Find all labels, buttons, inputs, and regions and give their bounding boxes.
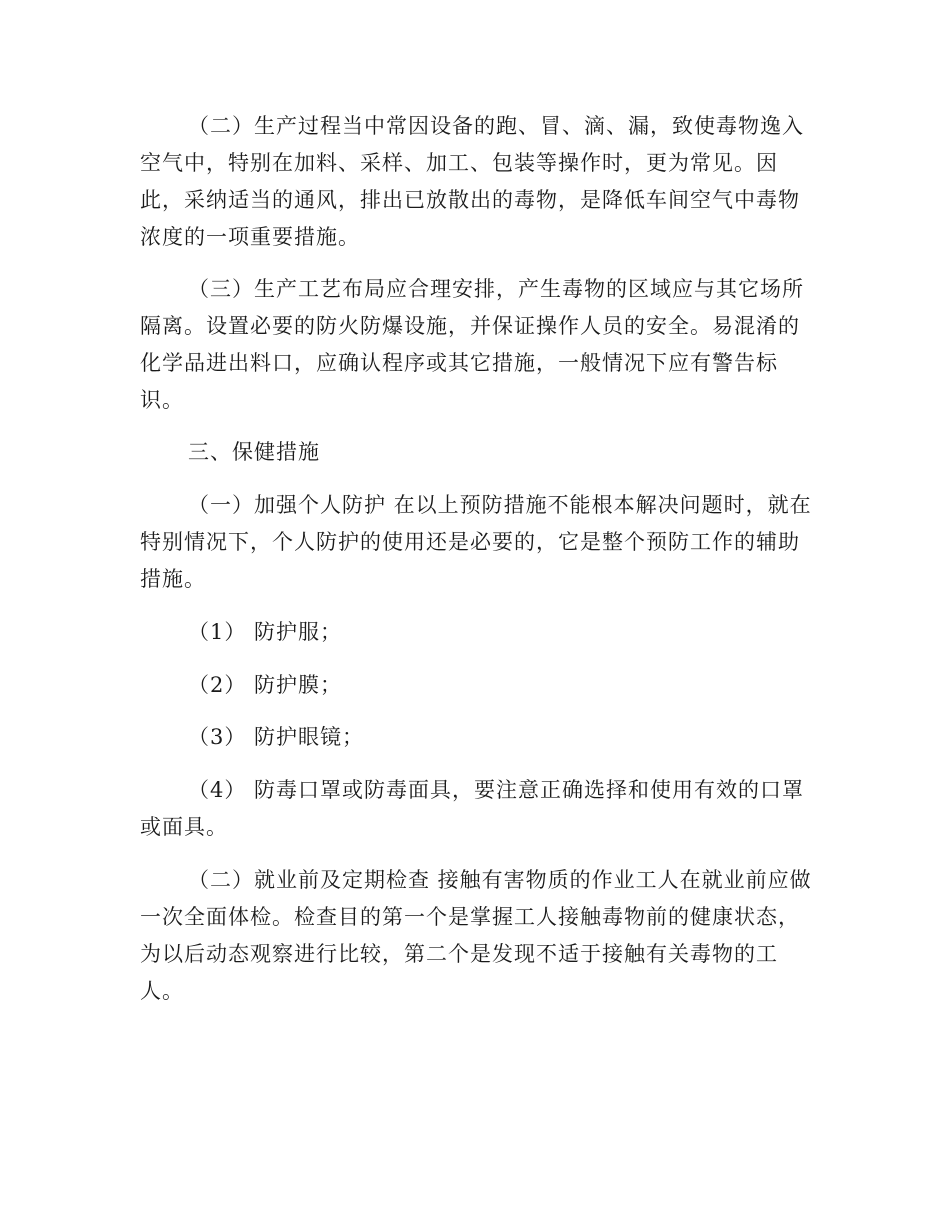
text-line: 措施。: [140, 567, 206, 591]
section-heading: [140, 434, 820, 471]
text-line: 识。: [140, 388, 184, 412]
text-line: 空气中，特别在加料、采样、加工、包装等操作时，更为常见。因: [140, 151, 778, 175]
text-line: 化学品进出料口，应确认程序或其它措施，一般情况下应有警告标: [140, 351, 778, 375]
text-line: 隔离。设置必要的防火防爆设施，并保证操作人员的安全。易混淆的: [140, 314, 800, 338]
text-line: （三）生产工艺布局应合理安排，产生毒物的区域应与其它场所: [188, 277, 804, 301]
text-line: 此，采纳适当的通风，排出已放散出的毒物，是降低车间空气中毒物: [140, 188, 800, 212]
text-line: （3） 防护眼镜；: [188, 725, 365, 749]
list-item: [140, 772, 820, 846]
paragraph-ventilation: [140, 108, 820, 256]
paragraph-personal-protection: [140, 487, 820, 598]
paragraph-layout: [140, 271, 820, 419]
list-item: [140, 614, 820, 651]
list-item: [140, 719, 820, 756]
text-line: （二）生产过程当中常因设备的跑、冒、滴、漏，致使毒物逸入: [188, 114, 804, 138]
paragraph-health-checks: [140, 862, 820, 1010]
text-line: 或面具。: [140, 815, 228, 839]
text-line: 浓度的一项重要措施。: [140, 225, 360, 249]
text-line: （1） 防护服；: [188, 620, 343, 644]
text-line: 人。: [140, 979, 184, 1003]
text-line: 三、保健措施: [188, 440, 320, 464]
text-line: 为以后动态观察进行比较，第二个是发现不适于接触有关毒物的工: [140, 942, 778, 966]
text-line: 一次全面体检。检查目的第一个是掌握工人接触毒物前的健康状态，: [140, 905, 800, 929]
list-item: [140, 667, 820, 704]
text-line: （二）就业前及定期检查 接触有害物质的作业工人在就业前应做: [188, 868, 812, 892]
text-line: （4） 防毒口罩或防毒面具，要注意正确选择和使用有效的口罩: [188, 778, 805, 802]
text-line: （一）加强个人防护 在以上预防措施不能根本解决问题时，就在: [188, 493, 812, 517]
text-line: （2） 防护膜；: [188, 673, 343, 697]
text-line: 特别情况下，个人防护的使用还是必要的，它是整个预防工作的辅助: [140, 530, 800, 554]
